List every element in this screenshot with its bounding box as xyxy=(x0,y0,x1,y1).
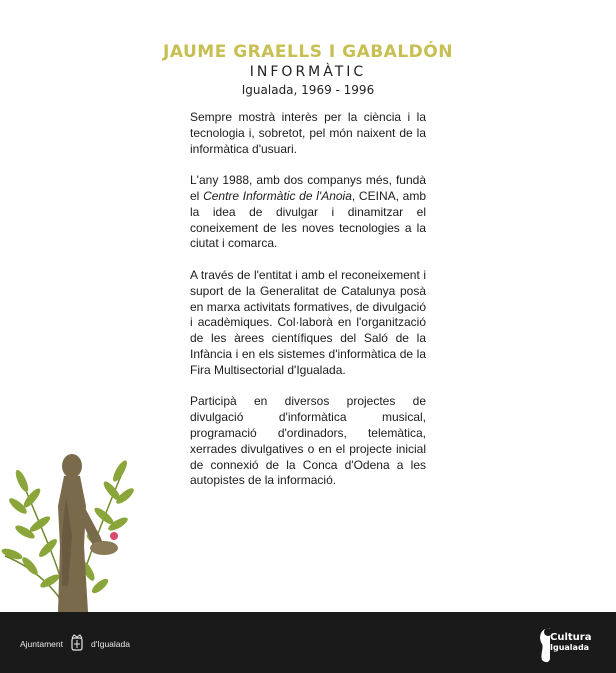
crest-icon xyxy=(69,634,85,654)
cultura-word: Cultura xyxy=(550,632,592,643)
paragraph-2-end: , CEINA, amb la idea de divulgar i dinamitzar el coneixement de les noves tecnologies a la ciutat i comarca. xyxy=(190,188,426,251)
paragraph-2-italic: Centre Informàtic de l'Anoia xyxy=(203,188,352,203)
ajuntament-label: Ajuntament xyxy=(20,639,63,649)
footer-bar xyxy=(0,612,616,673)
paragraph-3: A través de l'entitat i amb el reconeixement i suport de la Generalitat de Catalunya posà en marxa activitats formatives, de divulgació i acadèmiques. Col·laborà en l'organització de les àrees científiques del Saló de la Infància i en els sistemes d'informàtica de la Fira Multisectorial d'Igualada. xyxy=(190,267,426,377)
cultura-igualada-logo[interactable] xyxy=(536,622,596,666)
header xyxy=(0,41,616,99)
person-name: JAUME GRAELLS I GABALDÓN xyxy=(163,42,453,62)
paragraph-1: Sempre mostrà interès per la ciència i la tecnologia i, sobretot, pel món naixent de la informàtica d'usuari. xyxy=(190,110,426,156)
person-dates: Igualada, 1969 - 1996 xyxy=(241,83,375,97)
person-role: INFORMÀTIC xyxy=(249,64,367,80)
ajuntament-logo[interactable] xyxy=(20,632,130,656)
statue-illustration-icon xyxy=(0,436,140,614)
biography-text xyxy=(190,110,426,505)
paragraph-2 xyxy=(190,173,426,252)
cultura-city: Igualada xyxy=(550,643,590,652)
paragraph-4: Participà en diversos projectes de divulgació d'informàtica musical, programació d'ordinadors, telemàtica, xerrades divulgatives o en el projecte inicial de connexió de la Conca d'Odena a les autopistes de la informació. xyxy=(190,394,426,488)
paragraph-2-start: L'any 1988, amb dos companys més, fundà el xyxy=(190,173,426,203)
igualada-label: d'Igualada xyxy=(91,639,130,649)
